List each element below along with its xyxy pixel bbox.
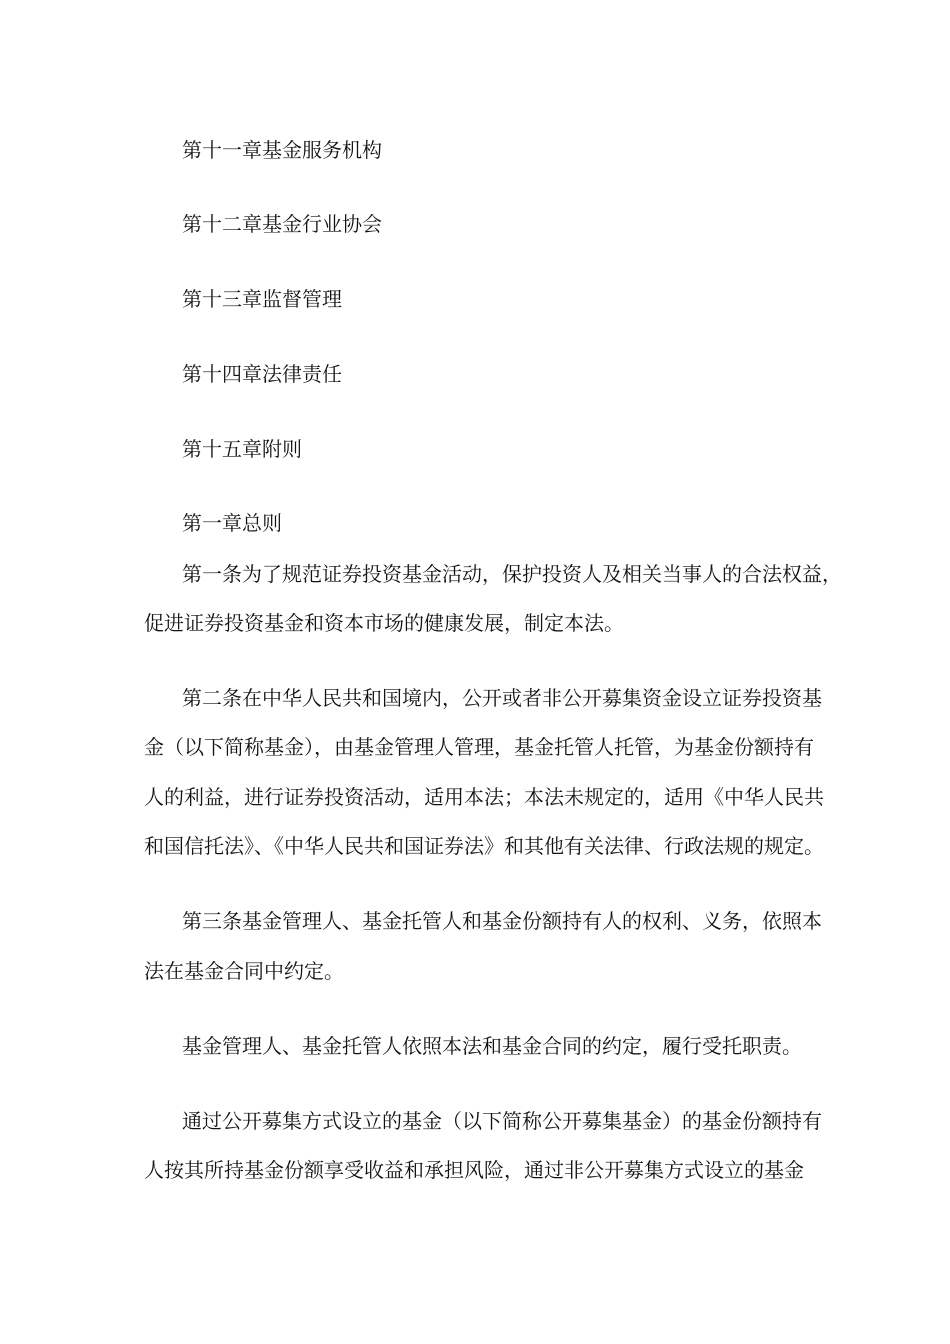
- toc-chapter-12: 第十二章基金行业协会: [182, 212, 382, 236]
- article-3-para-2: 基金管理人、基金托管人依照本法和基金合同的约定，履行受托职责。: [182, 1034, 802, 1058]
- toc-chapter-11: 第十一章基金服务机构: [182, 138, 382, 162]
- article-2-line-2: 金（以下简称基金），由基金管理人管理，基金托管人托管，为基金份额持有: [144, 735, 814, 759]
- toc-chapter-15: 第十五章附则: [182, 437, 302, 461]
- article-2-line-1: 第二条在中华人民共和国境内，公开或者非公开募集资金设立证券投资基: [182, 686, 822, 710]
- article-2-line-4: 和国信托法》、《中华人民共和国证券法》和其他有关法律、行政法规的规定。: [144, 834, 824, 858]
- article-3-line-1: 第三条基金管理人、基金托管人和基金份额持有人的权利、义务，依照本: [182, 909, 822, 933]
- article-1-line-1: 第一条为了规范证券投资基金活动，保护投资人及相关当事人的合法权益，: [182, 562, 842, 586]
- article-3-line-2: 法在基金合同中约定。: [144, 959, 344, 983]
- article-2-line-3: 人的利益，进行证券投资活动，适用本法；本法未规定的，适用《中华人民共: [144, 785, 824, 809]
- article-3-para-3-line-2: 人按其所持基金份额享受收益和承担风险，通过非公开募集方式设立的基金: [144, 1158, 804, 1182]
- article-1-line-2: 促进证券投资基金和资本市场的健康发展，制定本法。: [144, 611, 624, 635]
- chapter-heading: 第一章总则: [182, 511, 282, 535]
- toc-chapter-14: 第十四章法律责任: [182, 362, 342, 386]
- article-3-para-3-line-1: 通过公开募集方式设立的基金（以下简称公开募集基金）的基金份额持有: [182, 1109, 822, 1133]
- toc-chapter-13: 第十三章监督管理: [182, 287, 342, 311]
